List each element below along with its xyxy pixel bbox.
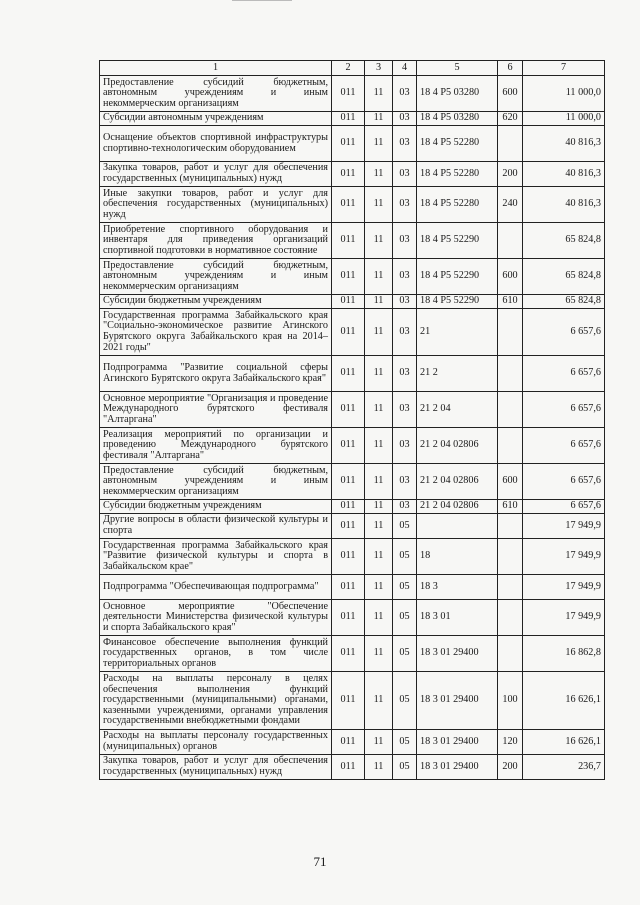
row-expense-type-cell: 200: [498, 162, 523, 187]
row-grbs-cell: 011: [332, 672, 365, 730]
row-section-cell: 11: [365, 187, 393, 223]
row-expense-type-cell: [498, 514, 523, 539]
row-expense-type-cell: [498, 636, 523, 672]
table-row: [100, 76, 605, 112]
row-name-cell: Расходы на выплаты персоналу государственных (муниципальных) органов: [100, 730, 332, 755]
table-row: [100, 428, 605, 464]
row-subsection-cell: 05: [393, 539, 417, 575]
row-grbs-cell: 011: [332, 309, 365, 356]
table-row: [100, 539, 605, 575]
row-section-cell: 11: [365, 636, 393, 672]
row-section-cell: 11: [365, 730, 393, 755]
row-section-cell: 11: [365, 162, 393, 187]
table-row: [100, 162, 605, 187]
table-row: [100, 295, 605, 309]
row-subsection-cell: 03: [393, 295, 417, 309]
row-section-cell: 11: [365, 539, 393, 575]
row-target-article-cell: 18 4 P5 52280: [417, 162, 498, 187]
row-sum-cell: 6 657,6: [523, 428, 605, 464]
table-row: [100, 575, 605, 600]
row-section-cell: 11: [365, 112, 393, 126]
table-row: [100, 309, 605, 356]
budget-table: [99, 60, 605, 780]
row-grbs-cell: 011: [332, 112, 365, 126]
row-sum-cell: 6 657,6: [523, 309, 605, 356]
row-expense-type-cell: 200: [498, 755, 523, 780]
table-row: [100, 636, 605, 672]
row-target-article-cell: 21 2 04: [417, 392, 498, 428]
header-cell-3: 3: [365, 61, 393, 76]
row-grbs-cell: 011: [332, 600, 365, 636]
row-grbs-cell: 011: [332, 162, 365, 187]
row-name-cell: Государственная программа Забайкальского края "Развитие физической культуры и спорта в Забайкальском крае": [100, 539, 332, 575]
row-grbs-cell: 011: [332, 356, 365, 392]
row-sum-cell: 65 824,8: [523, 223, 605, 259]
row-name-cell: Закупка товаров, работ и услуг для обеспечения государственных (муниципальных) нужд: [100, 755, 332, 780]
row-name-cell: Подпрограмма "Развитие социальной сферы Агинского Бурятского округа Забайкальского края": [100, 356, 332, 392]
row-target-article-cell: 18 3 01 29400: [417, 730, 498, 755]
row-sum-cell: 16 626,1: [523, 672, 605, 730]
row-expense-type-cell: [498, 309, 523, 356]
row-target-article-cell: 18 4 P5 03280: [417, 76, 498, 112]
row-sum-cell: 16 862,8: [523, 636, 605, 672]
row-name-cell: Субсидии автономным учреждениям: [100, 112, 332, 126]
header-cell-7: 7: [523, 61, 605, 76]
table-body: [100, 76, 605, 780]
row-name-cell: Оснащение объектов спортивной инфраструктуры спортивно-технологическим оборудованием: [100, 126, 332, 162]
row-sum-cell: 17 949,9: [523, 514, 605, 539]
row-sum-cell: 16 626,1: [523, 730, 605, 755]
row-section-cell: 11: [365, 259, 393, 295]
table-row: [100, 259, 605, 295]
row-section-cell: 11: [365, 223, 393, 259]
row-target-article-cell: 18 4 P5 52290: [417, 259, 498, 295]
row-expense-type-cell: 240: [498, 187, 523, 223]
row-target-article-cell: 21 2 04 02806: [417, 500, 498, 514]
row-target-article-cell: 18 3 01 29400: [417, 755, 498, 780]
row-expense-type-cell: [498, 428, 523, 464]
table-row: [100, 126, 605, 162]
row-grbs-cell: 011: [332, 755, 365, 780]
row-sum-cell: 65 824,8: [523, 295, 605, 309]
row-grbs-cell: 011: [332, 500, 365, 514]
row-section-cell: 11: [365, 126, 393, 162]
row-grbs-cell: 011: [332, 575, 365, 600]
row-subsection-cell: 03: [393, 500, 417, 514]
row-sum-cell: 40 816,3: [523, 126, 605, 162]
table-row: [100, 223, 605, 259]
row-target-article-cell: 18 3 01 29400: [417, 636, 498, 672]
row-expense-type-cell: 610: [498, 295, 523, 309]
row-section-cell: 11: [365, 392, 393, 428]
row-name-cell: Расходы на выплаты персоналу в целях обеспечения выполнения функций государственными (муниципальными) органами, казенными учреждениями, органами управления государственными внебюджетными фондами: [100, 672, 332, 730]
row-name-cell: Другие вопросы в области физической культуры и спорта: [100, 514, 332, 539]
row-expense-type-cell: 610: [498, 500, 523, 514]
table-row: [100, 730, 605, 755]
row-name-cell: Подпрограмма "Обеспечивающая подпрограмма": [100, 575, 332, 600]
row-grbs-cell: 011: [332, 428, 365, 464]
row-target-article-cell: 21 2: [417, 356, 498, 392]
row-name-cell: Закупка товаров, работ и услуг для обеспечения государственных (муниципальных) нужд: [100, 162, 332, 187]
row-section-cell: 11: [365, 428, 393, 464]
row-subsection-cell: 05: [393, 575, 417, 600]
row-grbs-cell: 011: [332, 636, 365, 672]
row-name-cell: Основное мероприятие "Организация и проведение Международного бурятского фестиваля "Алтаргана": [100, 392, 332, 428]
table-row: [100, 500, 605, 514]
row-expense-type-cell: 600: [498, 464, 523, 500]
row-subsection-cell: 03: [393, 392, 417, 428]
row-name-cell: Финансовое обеспечение выполнения функций государственных органов, в том числе территориальных органов: [100, 636, 332, 672]
row-sum-cell: 6 657,6: [523, 464, 605, 500]
row-subsection-cell: 05: [393, 755, 417, 780]
row-expense-type-cell: [498, 539, 523, 575]
header-cell-2: 2: [332, 61, 365, 76]
row-target-article-cell: 18: [417, 539, 498, 575]
row-name-cell: Предоставление субсидий бюджетным, автономным учреждениям и иным некоммерческим организациям: [100, 464, 332, 500]
header-cell-5: 5: [417, 61, 498, 76]
table-row: [100, 392, 605, 428]
row-target-article-cell: [417, 514, 498, 539]
row-section-cell: 11: [365, 600, 393, 636]
row-expense-type-cell: [498, 356, 523, 392]
row-subsection-cell: 03: [393, 162, 417, 187]
row-target-article-cell: 18 4 P5 52290: [417, 295, 498, 309]
header-cell-1: 1: [100, 61, 332, 76]
row-section-cell: 11: [365, 295, 393, 309]
row-name-cell: Приобретение спортивного оборудования и инвентаря для приведения организаций спортивной подготовки в нормативное состояние: [100, 223, 332, 259]
row-target-article-cell: 18 3 01 29400: [417, 672, 498, 730]
row-target-article-cell: 21: [417, 309, 498, 356]
row-expense-type-cell: 100: [498, 672, 523, 730]
row-grbs-cell: 011: [332, 259, 365, 295]
row-name-cell: Предоставление субсидий бюджетным, автономным учреждениям и иным некоммерческим организациям: [100, 259, 332, 295]
row-sum-cell: 6 657,6: [523, 500, 605, 514]
row-grbs-cell: 011: [332, 514, 365, 539]
table-row: [100, 112, 605, 126]
row-subsection-cell: 03: [393, 112, 417, 126]
row-sum-cell: 65 824,8: [523, 259, 605, 295]
table-row: [100, 356, 605, 392]
row-section-cell: 11: [365, 356, 393, 392]
row-expense-type-cell: 600: [498, 259, 523, 295]
table-header-row: [100, 61, 605, 76]
row-subsection-cell: 03: [393, 356, 417, 392]
page-number: 71: [313, 854, 327, 869]
row-grbs-cell: 011: [332, 730, 365, 755]
row-section-cell: 11: [365, 672, 393, 730]
row-grbs-cell: 011: [332, 392, 365, 428]
header-cell-4: 4: [393, 61, 417, 76]
row-sum-cell: 40 816,3: [523, 187, 605, 223]
table-row: [100, 464, 605, 500]
row-sum-cell: 11 000,0: [523, 112, 605, 126]
row-expense-type-cell: 620: [498, 112, 523, 126]
row-sum-cell: 17 949,9: [523, 575, 605, 600]
row-section-cell: 11: [365, 309, 393, 356]
row-expense-type-cell: [498, 126, 523, 162]
row-subsection-cell: 03: [393, 464, 417, 500]
row-section-cell: 11: [365, 500, 393, 514]
row-subsection-cell: 03: [393, 187, 417, 223]
scan-artifact-line: [232, 0, 292, 1]
row-subsection-cell: 03: [393, 259, 417, 295]
row-expense-type-cell: [498, 600, 523, 636]
row-section-cell: 11: [365, 464, 393, 500]
row-subsection-cell: 05: [393, 730, 417, 755]
row-target-article-cell: 18 4 P5 52280: [417, 187, 498, 223]
row-target-article-cell: 18 3 01: [417, 600, 498, 636]
row-grbs-cell: 011: [332, 295, 365, 309]
row-section-cell: 11: [365, 514, 393, 539]
row-sum-cell: 17 949,9: [523, 600, 605, 636]
row-name-cell: Реализация мероприятий по организации и проведению Международного бурятского фестиваля "Алтаргана": [100, 428, 332, 464]
row-subsection-cell: 05: [393, 636, 417, 672]
row-subsection-cell: 03: [393, 76, 417, 112]
row-expense-type-cell: [498, 223, 523, 259]
row-name-cell: Субсидии бюджетным учреждениям: [100, 500, 332, 514]
table-row: [100, 514, 605, 539]
row-sum-cell: 236,7: [523, 755, 605, 780]
row-target-article-cell: 18 4 P5 52290: [417, 223, 498, 259]
row-target-article-cell: 18 4 P5 52280: [417, 126, 498, 162]
row-section-cell: 11: [365, 755, 393, 780]
row-grbs-cell: 011: [332, 126, 365, 162]
table-row: [100, 672, 605, 730]
row-subsection-cell: 03: [393, 309, 417, 356]
row-expense-type-cell: 600: [498, 76, 523, 112]
row-name-cell: Основное мероприятие "Обеспечение деятельности Министерства физической культуры и спорта Забайкальского края": [100, 600, 332, 636]
row-section-cell: 11: [365, 575, 393, 600]
row-target-article-cell: 21 2 04 02806: [417, 428, 498, 464]
row-grbs-cell: 011: [332, 76, 365, 112]
table-row: [100, 600, 605, 636]
row-name-cell: Предоставление субсидий бюджетным, автономным учреждениям и иным некоммерческим организациям: [100, 76, 332, 112]
row-subsection-cell: 05: [393, 672, 417, 730]
row-target-article-cell: 21 2 04 02806: [417, 464, 498, 500]
row-grbs-cell: 011: [332, 464, 365, 500]
row-subsection-cell: 03: [393, 428, 417, 464]
row-sum-cell: 6 657,6: [523, 392, 605, 428]
row-grbs-cell: 011: [332, 187, 365, 223]
row-target-article-cell: 18 3: [417, 575, 498, 600]
row-section-cell: 11: [365, 76, 393, 112]
row-grbs-cell: 011: [332, 539, 365, 575]
table-row: [100, 187, 605, 223]
row-expense-type-cell: [498, 575, 523, 600]
row-grbs-cell: 011: [332, 223, 365, 259]
row-subsection-cell: 03: [393, 223, 417, 259]
row-sum-cell: 17 949,9: [523, 539, 605, 575]
row-subsection-cell: 03: [393, 126, 417, 162]
row-name-cell: Государственная программа Забайкальского края "Социально-экономическое развитие Агинского Бурятского округа Забайкальского края на 2014–2021 годы": [100, 309, 332, 356]
row-sum-cell: 11 000,0: [523, 76, 605, 112]
row-sum-cell: 6 657,6: [523, 356, 605, 392]
table-row: [100, 755, 605, 780]
row-expense-type-cell: 120: [498, 730, 523, 755]
header-cell-6: 6: [498, 61, 523, 76]
row-sum-cell: 40 816,3: [523, 162, 605, 187]
row-subsection-cell: 05: [393, 600, 417, 636]
row-subsection-cell: 05: [393, 514, 417, 539]
row-name-cell: Субсидии бюджетным учреждениям: [100, 295, 332, 309]
row-expense-type-cell: [498, 392, 523, 428]
row-name-cell: Иные закупки товаров, работ и услуг для обеспечения государственных (муниципальных) нужд: [100, 187, 332, 223]
row-target-article-cell: 18 4 P5 03280: [417, 112, 498, 126]
